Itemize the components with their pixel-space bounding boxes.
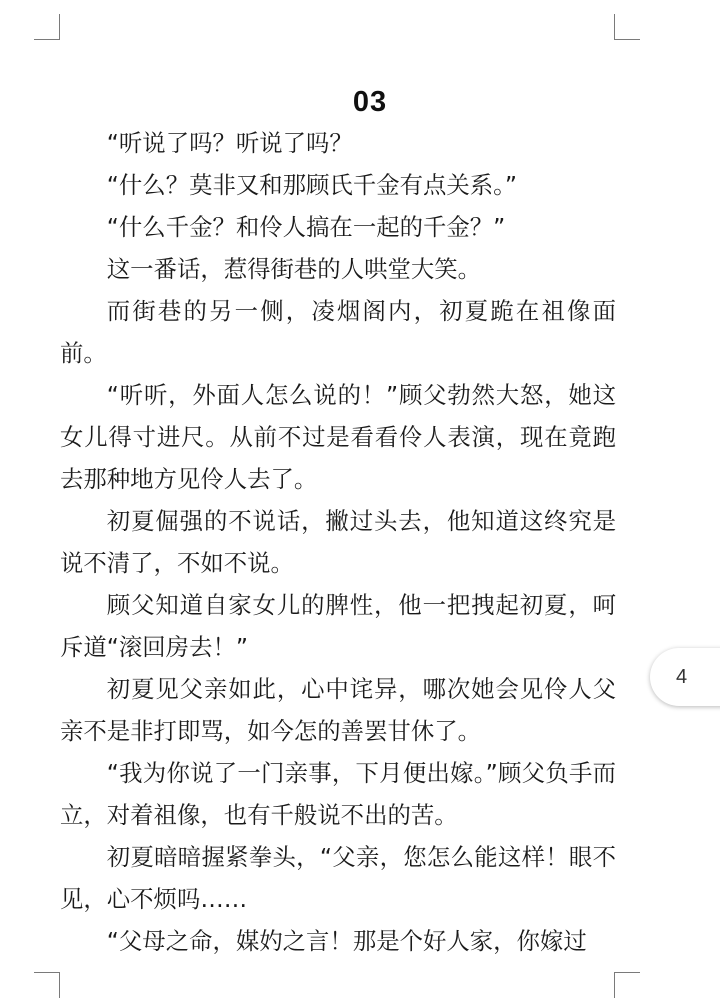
- paragraph: “听听，外面人怎么说的！”顾父勃然大怒，她这女儿得寸进尺。从前不过是看看伶人表演，现在竟跑去那种地方见伶人去了。: [60, 381, 616, 493]
- body-text: [60, 122, 616, 962]
- paragraph: “我为你说了一门亲事，下月便出嫁。”顾父负手而立，对着祖像，也有千般说不出的苦。: [60, 759, 616, 829]
- paragraph: 初夏暗暗握紧拳头，“父亲，您怎么能这样！眼不见，心不烦吗……: [60, 843, 616, 913]
- crop-mark-top-left: [34, 14, 60, 40]
- crop-mark-bottom-left: [34, 972, 60, 998]
- paragraph: “听说了吗？听说了吗？: [106, 129, 353, 157]
- paragraph: “什么？莫非又和那顾氏千金有点关系。”: [106, 171, 517, 199]
- page-indicator-tab[interactable]: [650, 648, 720, 706]
- chapter-title: 03: [352, 86, 388, 118]
- crop-mark-bottom-right: [614, 972, 640, 998]
- paragraph: 而街巷的另一侧，凌烟阁内，初夏跪在祖像面前。: [60, 297, 616, 367]
- paragraph: “父母之命，媒妁之言！那是个好人家，你嫁过: [106, 927, 587, 955]
- paragraph: 初夏见父亲如此，心中诧异，哪次她会见伶人父亲不是非打即骂，如今怎的善罢甘休了。: [60, 675, 616, 745]
- paragraph: 初夏倔强的不说话，撇过头去，他知道这终究是说不清了，不如不说。: [60, 507, 616, 577]
- page-number: 4: [676, 666, 688, 688]
- paragraph: “什么千金？和伶人搞在一起的千金？”: [106, 213, 506, 241]
- paragraph: 这一番话，惹得街巷的人哄堂大笑。: [106, 255, 482, 283]
- crop-mark-top-right: [614, 14, 640, 40]
- paragraph: 顾父知道自家女儿的脾性，他一把拽起初夏，呵斥道“滚回房去！”: [60, 591, 616, 661]
